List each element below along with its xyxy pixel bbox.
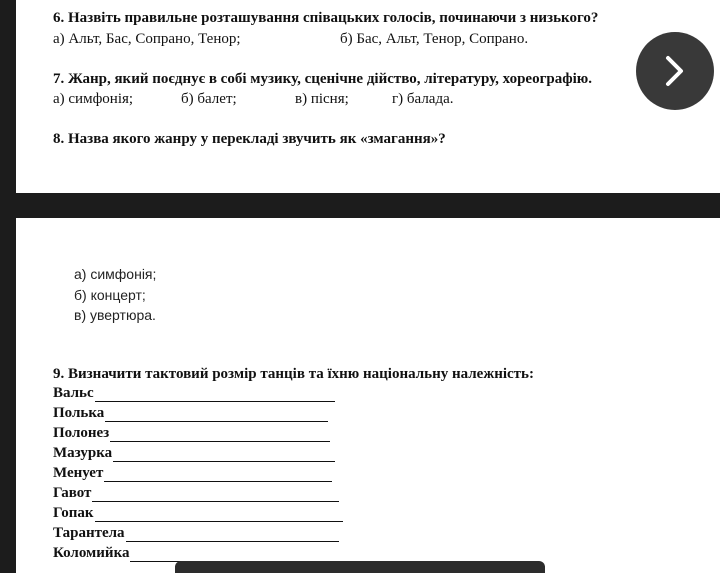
q8-option-c: в) увертюра.: [74, 307, 156, 323]
q7-option-c: в) пісня;: [295, 91, 349, 107]
answer-line: [105, 409, 328, 422]
answer-line: [92, 489, 339, 502]
dance-name: Коломийка: [53, 545, 130, 561]
question-7: 7. Жанр, який поєднує в собі музику, сценічне дійство, літературу, хореографію.: [53, 71, 592, 87]
page-gap: [0, 193, 720, 218]
q6-option-a: а) Альт, Бас, Сопрано, Тенор;: [53, 31, 241, 47]
bottom-toolbar: [175, 561, 545, 573]
answer-line: [126, 529, 339, 542]
question-8: 8. Назва якого жанру у перекладі звучить як «змагання»?: [53, 131, 446, 147]
dance-row: [53, 445, 335, 462]
q8-option-a: а) симфонія;: [74, 266, 157, 282]
question-6: 6. Назвіть правильне розташування співацьких голосів, починаючи з низького?: [53, 10, 599, 26]
q6-option-b: б) Бас, Альт, Тенор, Сопрано.: [340, 31, 529, 47]
dance-name: Вальс: [53, 385, 94, 401]
answer-line: [113, 449, 335, 462]
q7-option-a: а) симфонія;: [53, 91, 134, 107]
question-9: 9. Визначити тактовий розмір танців та їхню національну належність:: [53, 366, 534, 382]
dance-name: Менует: [53, 465, 104, 481]
dance-row: [53, 525, 339, 542]
answer-line: [95, 509, 343, 522]
chevron-right-icon: [664, 55, 686, 87]
answer-line: [104, 469, 332, 482]
dance-row: [53, 485, 339, 502]
q8-option-b: б) концерт;: [74, 287, 146, 303]
dance-row: [53, 425, 330, 442]
q7-option-d: г) балада.: [392, 91, 454, 107]
q7-option-b: б) балет;: [181, 91, 237, 107]
next-page-button[interactable]: [636, 32, 714, 110]
dance-name: Гопак: [53, 505, 94, 521]
dance-name: Полька: [53, 405, 105, 421]
dance-name: Полонез: [53, 425, 110, 441]
dance-row: [53, 505, 343, 522]
dance-name: Мазурка: [53, 445, 113, 461]
dance-row: [53, 405, 328, 422]
dance-row: [53, 385, 335, 402]
dance-name: Гавот: [53, 485, 92, 501]
dance-row: [53, 545, 335, 562]
answer-line: [95, 389, 335, 402]
dance-row: [53, 465, 332, 482]
dance-name: Тарантела: [53, 525, 125, 541]
answer-line: [110, 429, 330, 442]
